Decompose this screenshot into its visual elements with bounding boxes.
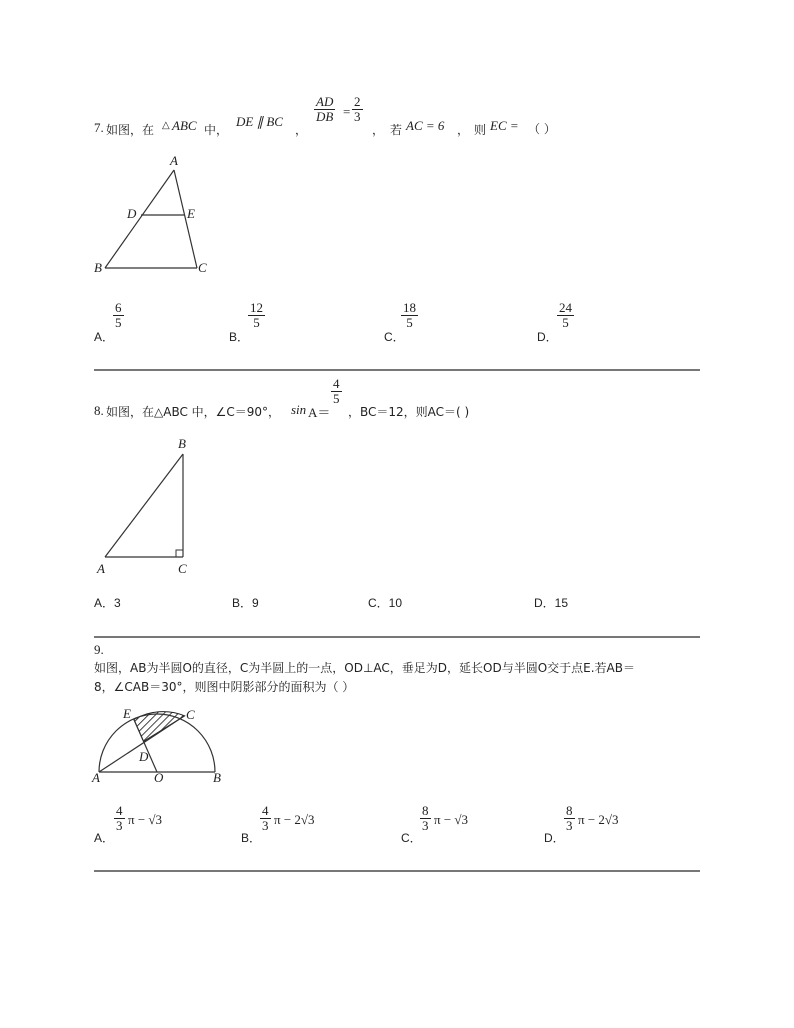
q7-option-a-num: 6 xyxy=(115,300,122,315)
q7-option-a-den: 5 xyxy=(115,315,122,330)
q8-label-b: B xyxy=(178,436,186,451)
q9-option-c-den: 3 xyxy=(422,818,429,833)
q7-ratio-fraction xyxy=(314,95,335,124)
q9-label-d: D xyxy=(139,749,149,764)
q9-option-b-num: 4 xyxy=(262,803,269,818)
q7-rhs-fraction xyxy=(352,95,363,124)
q8-right-angle-mark xyxy=(176,550,183,557)
q9-number: 9. xyxy=(94,642,104,657)
q7-label-c: C xyxy=(198,260,207,275)
q9-label-c: C xyxy=(186,707,195,722)
q8-number: 8. xyxy=(94,403,104,418)
q7-text-c: 若 xyxy=(390,123,403,137)
q8-option-c[interactable]: C．10 xyxy=(368,596,403,610)
q7-blank: （ ） xyxy=(528,122,556,136)
q9-option-c-fraction[interactable] xyxy=(420,804,431,833)
q7-option-d-den: 5 xyxy=(562,315,569,330)
q9-label-o: O xyxy=(154,770,164,784)
q7-label-e: E xyxy=(187,206,195,221)
q9-option-d-label[interactable]: D． xyxy=(544,831,565,845)
q7-option-a-fraction[interactable] xyxy=(113,301,124,330)
q8-option-d[interactable]: D．15 xyxy=(534,596,569,610)
q8-option-a[interactable]: A．3 xyxy=(94,596,121,610)
q8-text-b: ，BC＝12，则AC＝( ) xyxy=(348,405,470,419)
q7-ratio-den: DB xyxy=(316,109,334,124)
divider-q8-q9 xyxy=(94,636,700,638)
q7-option-d-num: 24 xyxy=(559,300,572,315)
q8-side-ab xyxy=(105,454,183,557)
q8-sin: sin xyxy=(291,402,307,417)
q8-frac-den: 5 xyxy=(333,391,340,406)
q7-comma3: ， xyxy=(457,123,470,137)
q7-option-b-num: 12 xyxy=(250,300,263,315)
q8-text-a: 如图，在△ABC 中，∠C＝90°， xyxy=(106,405,281,419)
q9-option-b-label[interactable]: B． xyxy=(241,831,262,845)
q9-option-a-tail: π − √3 xyxy=(128,812,163,827)
q9-option-c-tail: π − √3 xyxy=(434,812,469,827)
q9-line1: 如图，AB为半圆O的直径，C为半圆上的一点，OD⊥AC，垂足为D，延长OD与半圆O交于点E.若AB＝ xyxy=(94,661,635,675)
q7-label-a: A xyxy=(170,153,178,168)
q7-comma1: ， xyxy=(295,123,308,137)
q7-option-c-num: 18 xyxy=(403,300,416,315)
q7-option-c-label[interactable]: C． xyxy=(384,330,405,344)
q9-semicircle-figure xyxy=(90,702,230,784)
q9-option-d-num: 8 xyxy=(566,803,573,818)
q9-option-a-num: 4 xyxy=(116,803,123,818)
q7-label-b: B xyxy=(94,260,102,275)
q8-frac-num: 4 xyxy=(333,376,340,391)
q7-text-b: 中， xyxy=(204,123,229,137)
q9-option-d-den: 3 xyxy=(566,818,573,833)
q9-option-b-tail: π − 2√3 xyxy=(274,812,315,827)
q7-ratio-num: AD xyxy=(316,94,334,109)
q7-side-ab xyxy=(105,170,174,268)
q7-option-b-label[interactable]: B． xyxy=(229,330,250,344)
q7-option-b-den: 5 xyxy=(253,315,260,330)
q7-rhs-den: 3 xyxy=(354,109,361,124)
q7-option-c-den: 5 xyxy=(406,315,413,330)
q7-parallel: DE ∥ BC xyxy=(236,114,283,129)
q9-option-b-den: 3 xyxy=(262,818,269,833)
q7-option-c-fraction[interactable] xyxy=(401,301,418,330)
q9-option-a-label[interactable]: A． xyxy=(94,831,115,845)
q9-option-d-tail: π − 2√3 xyxy=(578,812,619,827)
q7-rhs-num: 2 xyxy=(354,94,361,109)
q9-option-d-fraction[interactable] xyxy=(564,804,575,833)
divider-after-q9 xyxy=(94,870,700,872)
q7-ec: EC = xyxy=(490,118,519,133)
q9-option-c-num: 8 xyxy=(422,803,429,818)
q7-text-d: 则 xyxy=(474,123,487,137)
q7-label-d: D xyxy=(127,206,137,221)
q8-sin-a: A＝ xyxy=(308,405,331,420)
q8-option-b[interactable]: B．9 xyxy=(232,596,259,610)
q7-option-a-label[interactable]: A． xyxy=(94,330,115,344)
q9-label-a: A xyxy=(92,770,100,784)
q8-label-a: A xyxy=(97,561,105,576)
q7-option-d-fraction[interactable] xyxy=(557,301,574,330)
q7-abc: ABC xyxy=(172,118,197,133)
q7-triangle-figure xyxy=(90,150,220,280)
q9-option-a-fraction[interactable] xyxy=(114,804,125,833)
q7-equals: = xyxy=(343,104,351,119)
q7-number: 7. xyxy=(94,120,104,135)
q7-option-d-label[interactable]: D． xyxy=(537,330,558,344)
q7-triangle-symbol: △ xyxy=(162,120,170,131)
q7-option-b-fraction[interactable] xyxy=(248,301,265,330)
q7-text-a: 如图，在 xyxy=(106,123,155,137)
q9-label-e: E xyxy=(123,706,131,721)
q8-fraction xyxy=(331,377,342,406)
q9-line2: 8，∠CAB＝30°，则图中阴影部分的面积为（ ） xyxy=(94,680,355,694)
q7-ac: AC = 6 xyxy=(406,118,445,133)
q9-label-b: B xyxy=(213,770,221,784)
q8-triangle-figure xyxy=(92,432,202,578)
q8-label-c: C xyxy=(178,561,187,576)
divider-q7-q8 xyxy=(94,369,700,371)
q9-option-c-label[interactable]: C． xyxy=(401,831,422,845)
q7-comma2: ， xyxy=(372,123,385,137)
q9-option-a-den: 3 xyxy=(116,818,123,833)
q9-option-b-fraction[interactable] xyxy=(260,804,271,833)
